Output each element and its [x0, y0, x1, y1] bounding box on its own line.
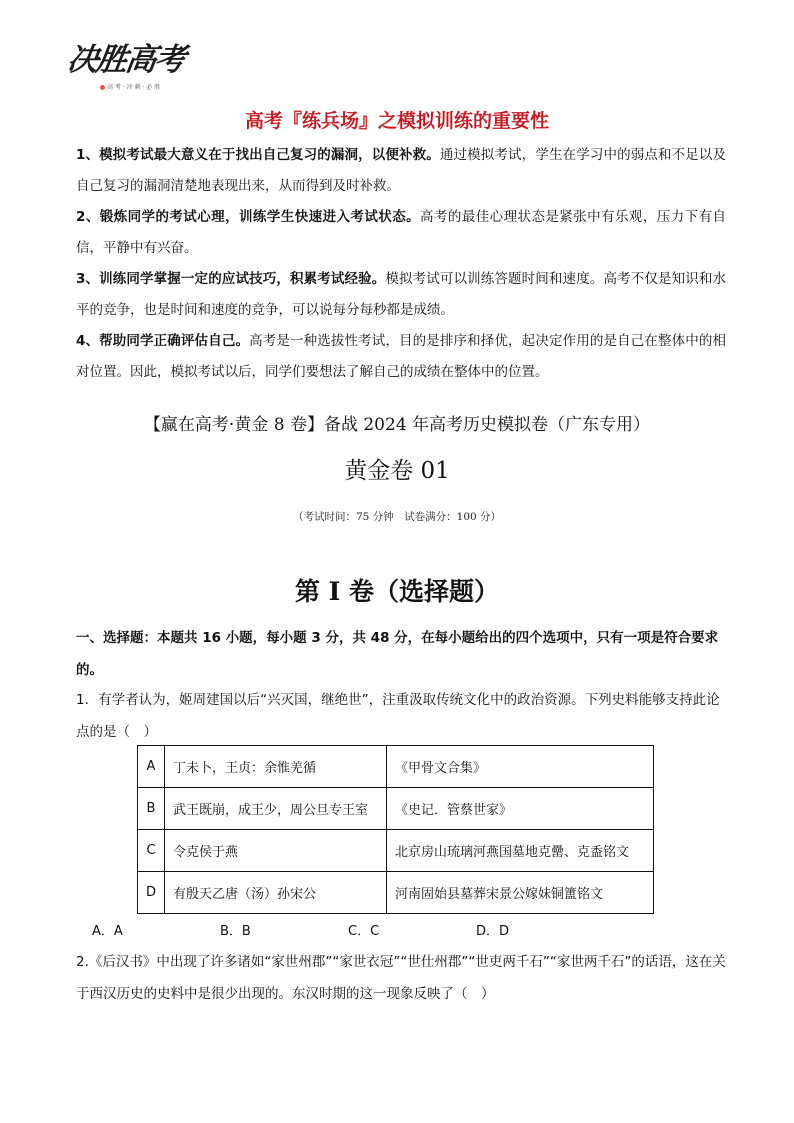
table-row: [138, 872, 654, 914]
choice-b[interactable]: B．B: [220, 924, 251, 939]
logo-text: 决胜高考: [64, 42, 187, 78]
choice-d[interactable]: D．D: [476, 924, 510, 939]
exam-subtitle: 【赢在高考·黄金 8 卷】备战 2024 年高考历史模拟卷（广东专用）: [143, 415, 651, 435]
question-2-text: 2.《后汉书》中出现了许多诸如“家世州郡”“家世衣冠”“世仕州郡”“世吏两千石”“家世两千石”的话语，这在关于西汉历史的史料中是很少出现的。东汉时期的这一现象反映了（ ）: [76, 954, 726, 1002]
page-header-title: 高考『练兵场』之模拟训练的重要性: [244, 110, 549, 132]
point-3-bold: 3、训练同学掌握一定的应试技巧，积累考试经验。: [76, 271, 386, 287]
point-2-bold: 2、锻炼同学的考试心理，训练学生快速进入考试状态。: [76, 209, 421, 225]
row-source: 河南固始县墓葬宋景公嫁妹铜簠铭文: [387, 872, 654, 914]
part-title: 第 I 卷（选择题）: [294, 577, 500, 606]
table-row: [138, 788, 654, 830]
question-1-text: 1．有学者认为，姬周建国以后“兴灭国，继绝世”，注重汲取传统文化中的政治资源。下列史料能够支持此论点的是（ ）: [76, 692, 720, 740]
point-4-bold: 4、帮助同学正确评估自己。: [76, 333, 250, 349]
row-key: B: [138, 788, 165, 830]
table-row: [138, 746, 654, 788]
point-4-text: 高考是一种选拔性考试，目的是排序和择优，起决定作用的是自己在整体中的相对位置。因此，模拟考试以后，同学们要想法了解自己的成绩在整体中的位置。: [76, 333, 727, 380]
section-intro-text: 一、选择题：本题共 16 小题，每小题 3 分，共 48 分，在每小题给出的四个选项中，只有一项是符合要求的。: [76, 630, 719, 678]
brand-logo: [62, 30, 187, 102]
point-2-text: 高考的最佳心理状态是紧张中有乐观，压力下有自信，平静中有兴奋。: [76, 209, 726, 256]
exam-title: 黄金卷 01: [344, 458, 450, 484]
choice-c[interactable]: C．C: [348, 924, 380, 939]
row-content: 令克侯于燕: [165, 830, 387, 872]
importance-point-1: [76, 140, 726, 202]
question-1-choices: [92, 920, 604, 939]
importance-point-3: [76, 264, 726, 326]
point-1-bold: 1、模拟考试最大意义在于找出自己复习的漏洞，以便补救。: [76, 147, 440, 163]
section-intro: [76, 622, 726, 686]
row-source: 《史记．管蔡世家》: [387, 788, 654, 830]
importance-point-2: [76, 202, 726, 264]
row-content: 武王既崩，成王少，周公旦专王室: [165, 788, 387, 830]
importance-point-4: [76, 326, 726, 388]
row-key: A: [138, 746, 165, 788]
row-source: 北京房山琉璃河燕国墓地克罍、克盉铭文: [387, 830, 654, 872]
table-row: [138, 830, 654, 872]
row-source: 《甲骨文合集》: [387, 746, 654, 788]
question-1-table: [137, 745, 654, 914]
choice-a[interactable]: A．A: [92, 924, 123, 939]
row-key: C: [138, 830, 165, 872]
row-content: 有殷天乙唐（汤）孙宋公: [165, 872, 387, 914]
point-1-text: 通过模拟考试，学生在学习中的弱点和不足以及自己复习的漏洞清楚地表现出来，从而得到及时补救。: [76, 147, 726, 194]
point-3-text: 模拟考试可以训练答题时间和速度。高考不仅是知识和水平的竞争，也是时间和速度的竞争，可以说每分每秒都是成绩。: [76, 271, 726, 318]
row-key: D: [138, 872, 165, 914]
exam-info: （考试时间：75 分钟 试卷满分：100 分）: [292, 511, 502, 523]
row-content: 丁未卜，王贞：余惟羌循: [165, 746, 387, 788]
logo-subtext: 高 考 · 冲 刺 · 必 胜: [100, 82, 160, 91]
